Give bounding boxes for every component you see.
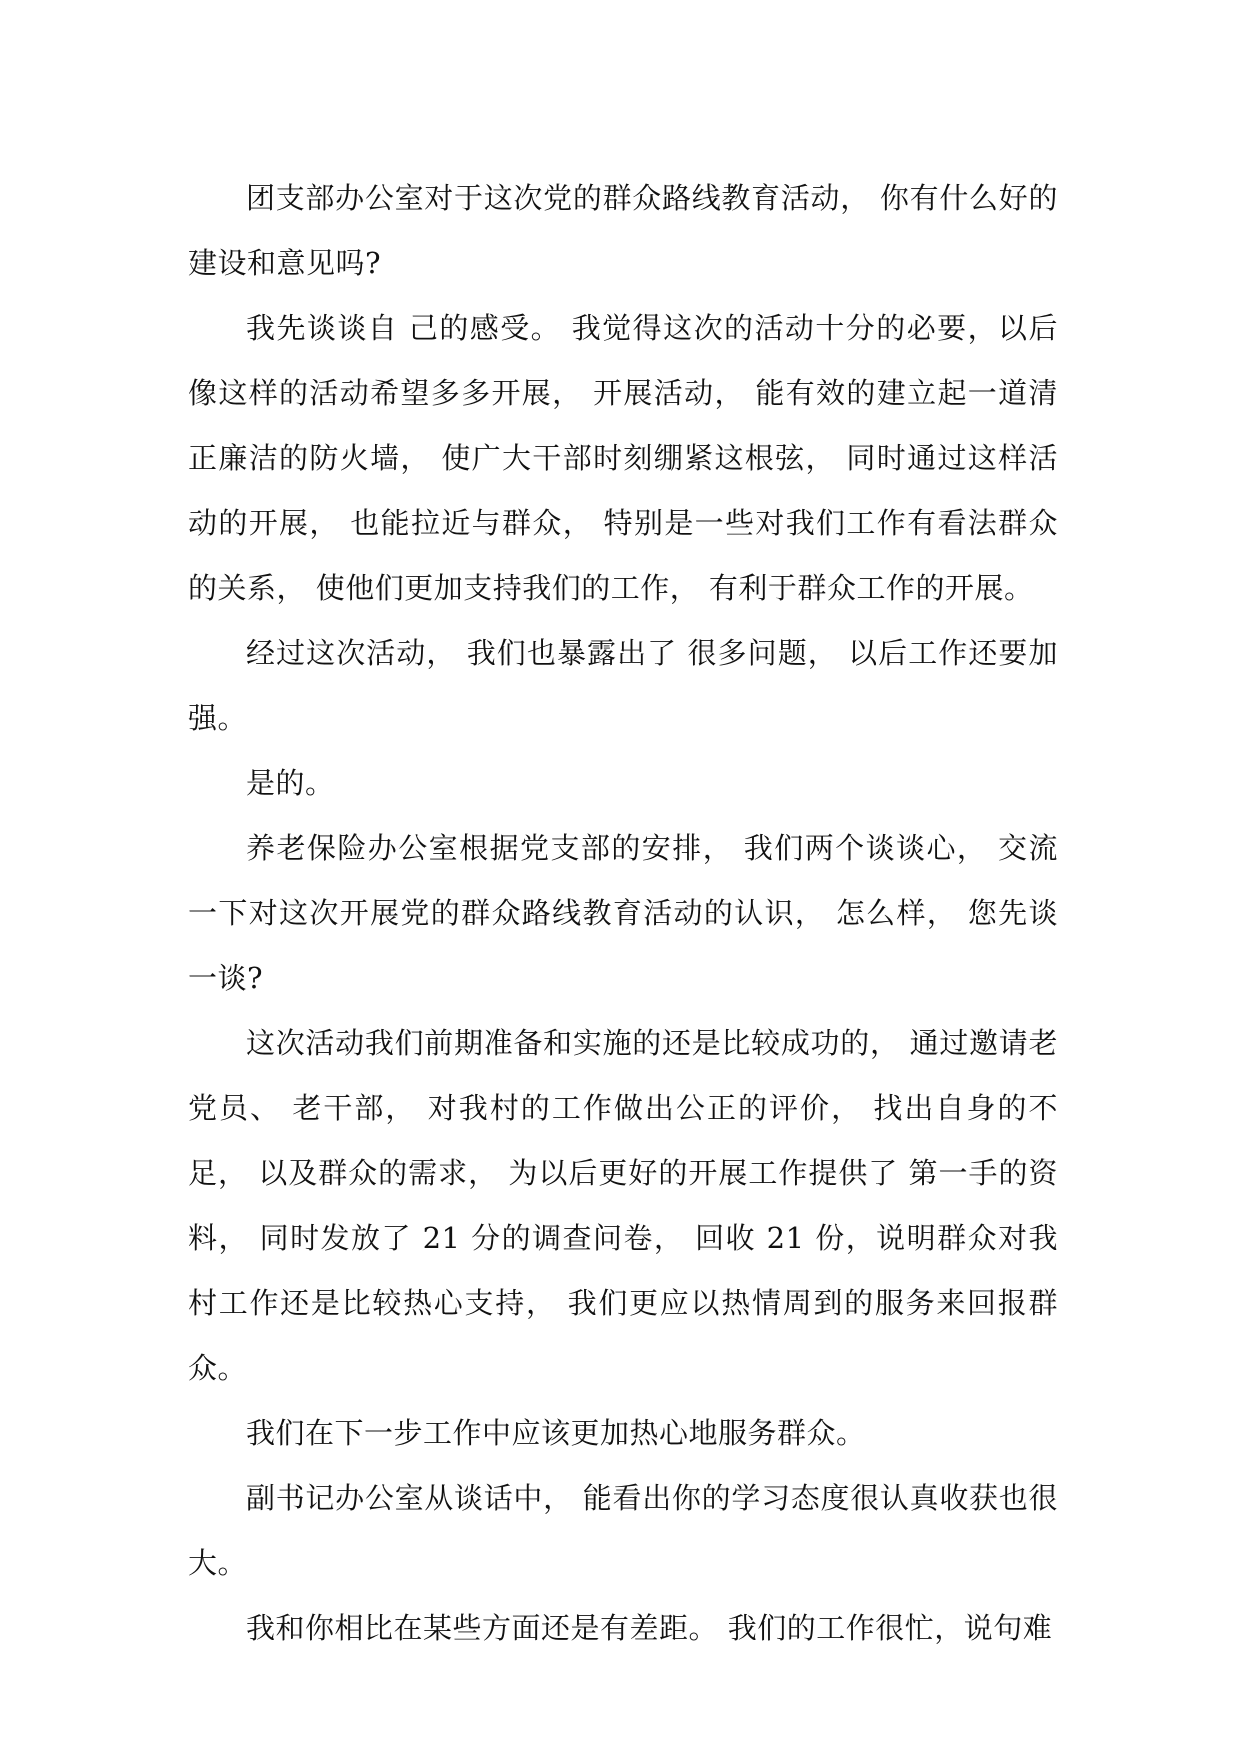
- paragraph-5: 养老保险办公室根据党支部的安排， 我们两个谈谈心， 交流一下对这次开展党的群众路线教育活动的认识， 怎么样， 您先谈一谈?: [188, 831, 1058, 995]
- paragraph-9: 我和你相比在某些方面还是有差距。 我们的工作很忙，说句难: [246, 1611, 1053, 1645]
- paragraph-7: 我们在下一步工作中应该更加热心地服务群众。: [246, 1416, 866, 1450]
- paragraph-2: 我先谈谈自 己的感受。 我觉得这次的活动十分的必要，以后像这样的活动希望多多开展， 开展活动， 能有效的建立起一道清正廉洁的防火墙， 使广大干部时刻绷紧这根弦， 同时通过这样活动的开展， 也能拉近与群众， 特别是一些对我们工作有看法群众的关系， 使他们更加支持我们的工作， 有利于群众工作的开展。: [188, 311, 1058, 605]
- paragraph-4: 是的。: [246, 766, 335, 800]
- paragraph-6: 这次活动我们前期准备和实施的还是比较成功的， 通过邀请老党员、 老干部， 对我村的工作做出公正的评价， 找出自身的不足， 以及群众的需求， 为以后更好的开展工作提供了 第一手的资料， 同时发放了 21 分的调查问卷， 回收 21 份，说明群众对我村工作还是比较热心支持， 我们更应以热情周到的服务来回报群众。: [188, 1026, 1058, 1385]
- paragraph-8: 副书记办公室从谈话中， 能看出你的学习态度很认真收获也很大。: [188, 1481, 1058, 1580]
- paragraph-3: 经过这次活动， 我们也暴露出了 很多问题， 以后工作还要加强。: [188, 636, 1058, 735]
- document-body: [188, 166, 1058, 1661]
- paragraph-1: 团支部办公室对于这次党的群众路线教育活动， 你有什么好的建设和意见吗?: [188, 181, 1058, 280]
